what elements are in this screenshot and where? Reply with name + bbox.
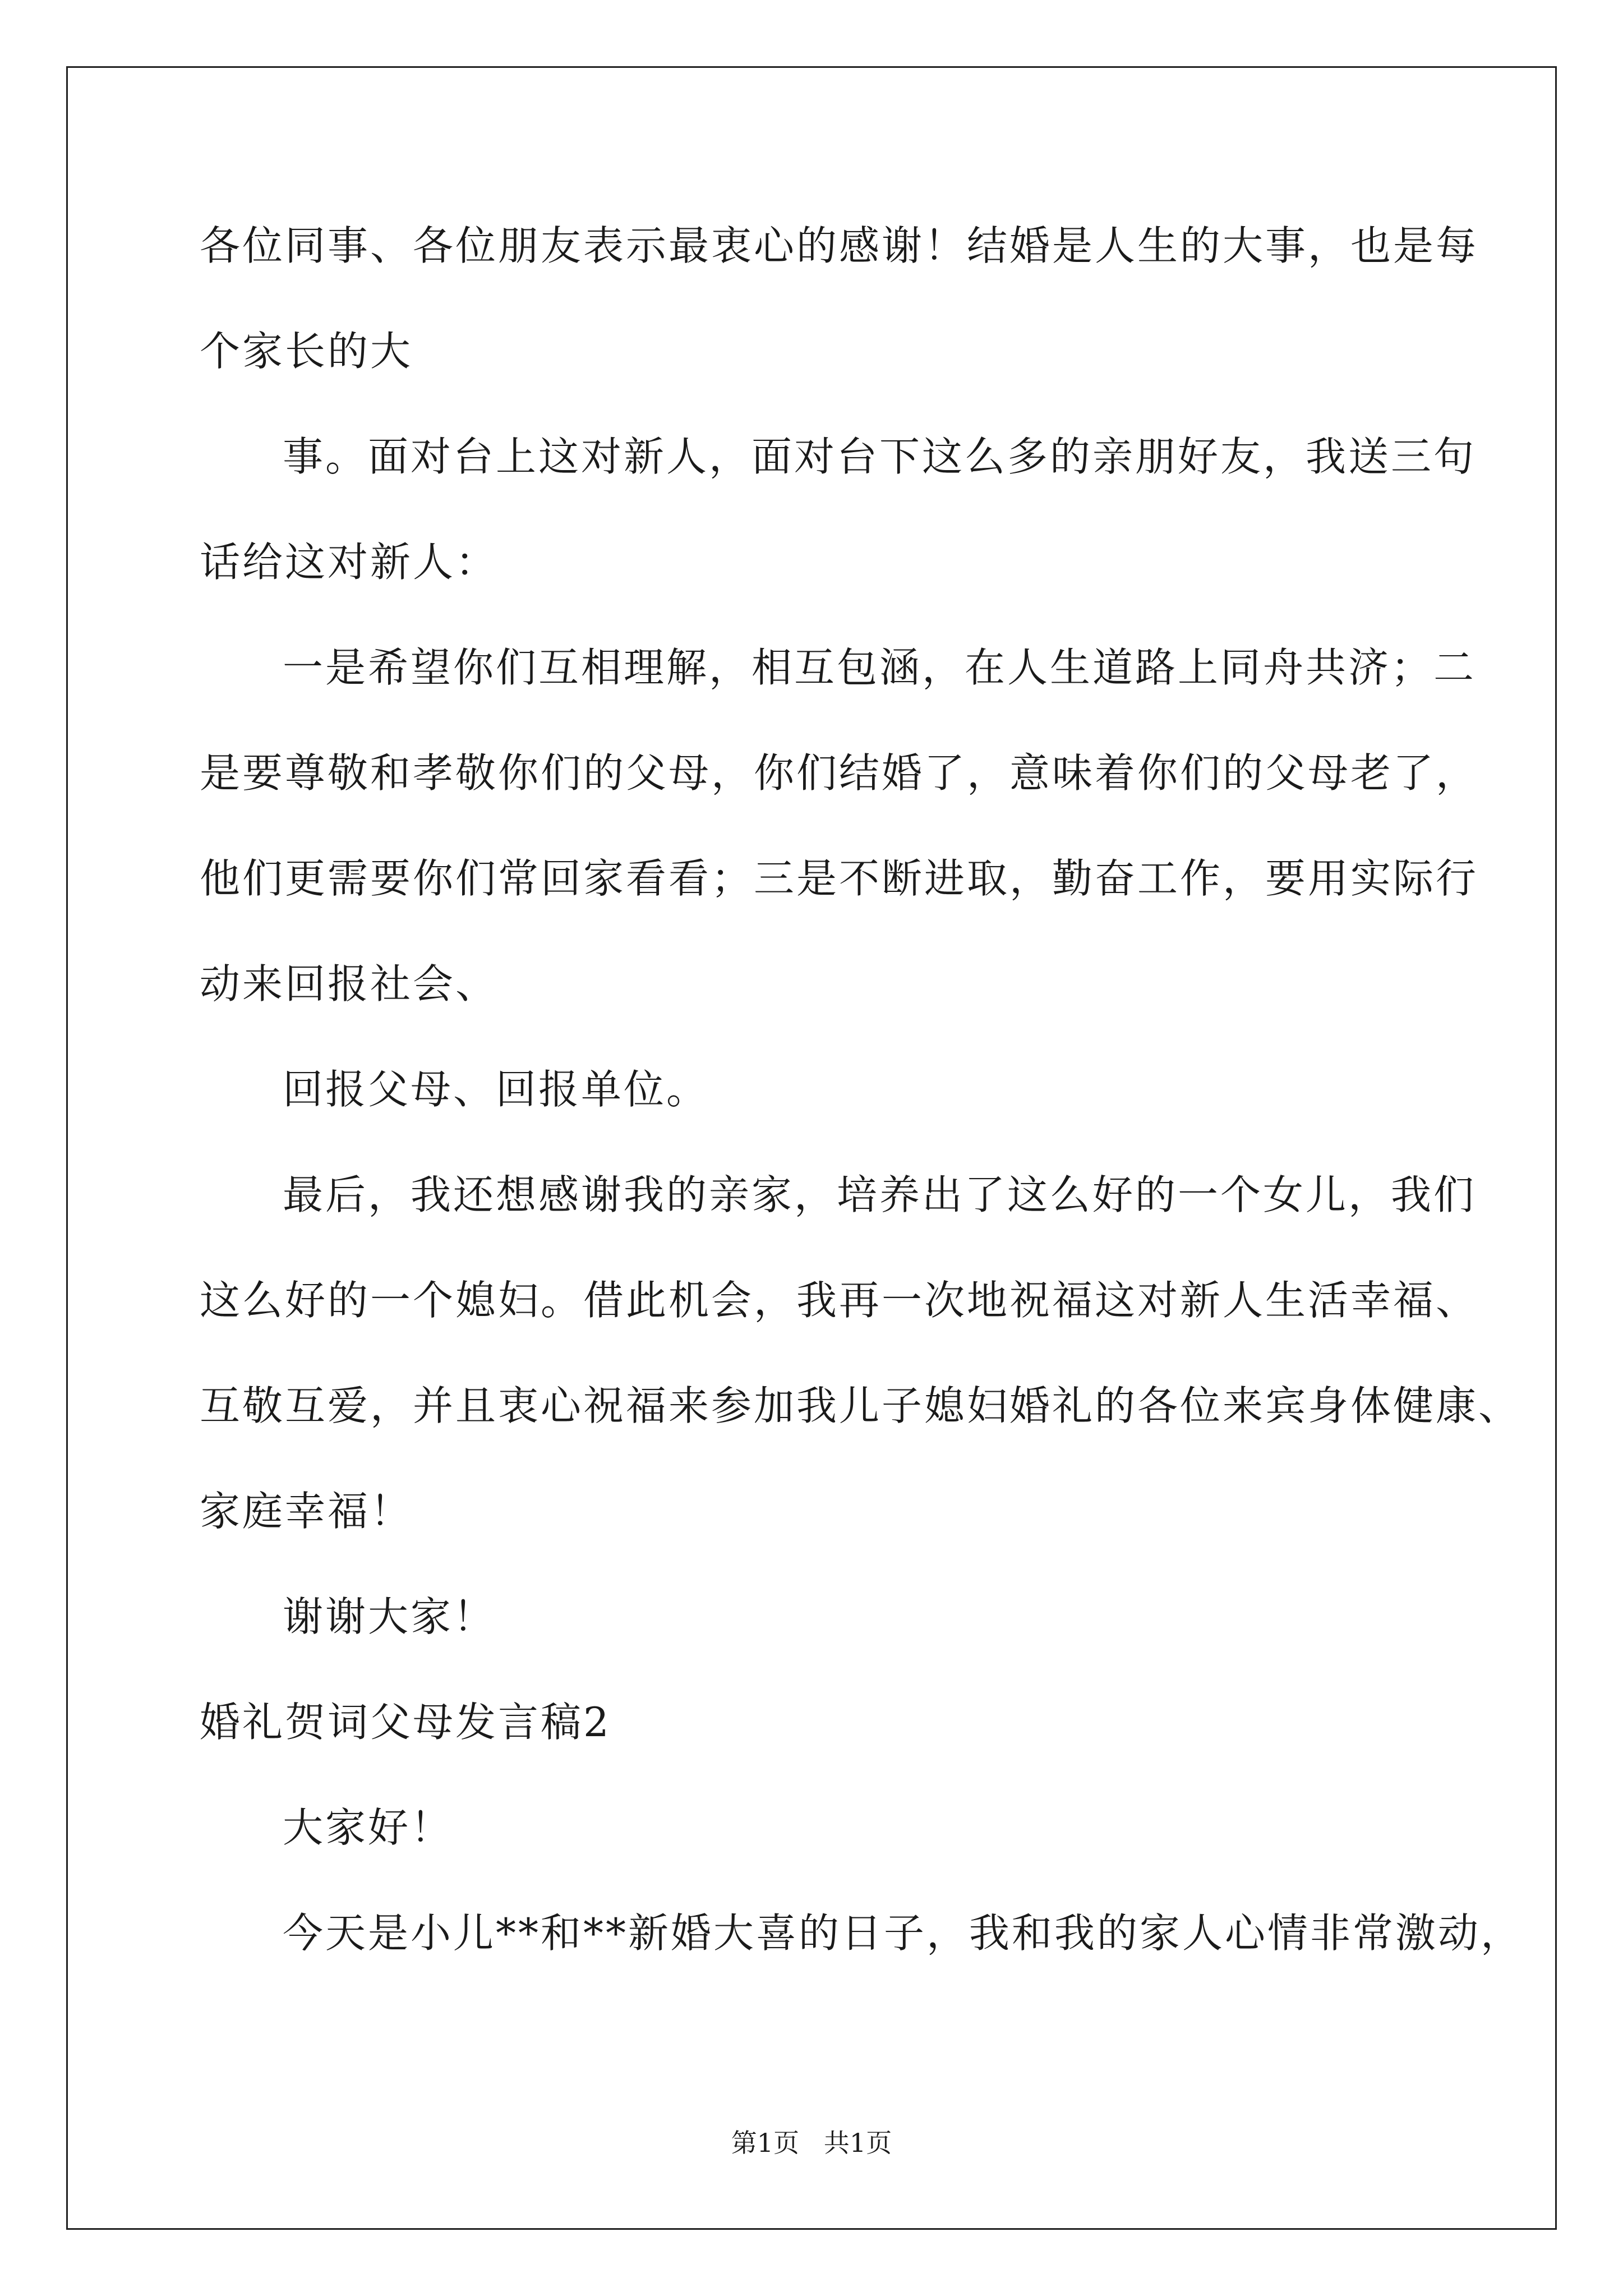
paragraph-line: 最后，我还想感谢我的亲家，培养出了这么好的一个女儿，我们 <box>283 1171 1477 1218</box>
paragraph-line: 各位同事、各位朋友表示最衷心的感谢！结婚是人生的大事，也是每 <box>200 222 1479 269</box>
paragraph-line: 话给这对新人： <box>200 539 499 586</box>
paragraph-line: 个家长的大 <box>200 328 413 375</box>
paragraph-line: 这么好的一个媳妇。借此机会，我再一次地祝福这对新人生活幸福、 <box>200 1277 1479 1324</box>
paragraph-line: 大家好！ <box>283 1804 454 1851</box>
page-border <box>66 66 1557 2230</box>
paragraph-line: 回报父母、回报单位。 <box>283 1066 709 1113</box>
paragraph-line: 一是希望你们互相理解，相互包涵，在人生道路上同舟共济；二 <box>283 644 1477 691</box>
paragraph-line: 今天是小儿**和**新婚大喜的日子，我和我的家人心情非常激动， <box>283 1910 1524 1957</box>
page-footer: 第1页 共1页 <box>731 2128 892 2158</box>
section-heading: 婚礼贺词父母发言稿2 <box>200 1699 611 1746</box>
paragraph-line: 是要尊敬和孝敬你们的父母，你们结婚了，意味着你们的父母老了， <box>200 749 1479 797</box>
paragraph-line: 互敬互爱，并且衷心祝福来参加我儿子媳妇婚礼的各位来宾身体健康、 <box>200 1382 1521 1429</box>
paragraph-line: 动来回报社会、 <box>200 960 499 1007</box>
paragraph-line: 家庭幸福！ <box>200 1488 413 1535</box>
paragraph-line: 谢谢大家！ <box>283 1593 496 1640</box>
paragraph-line: 事。面对台上这对新人，面对台下这么多的亲朋好友，我送三句 <box>283 433 1477 480</box>
paragraph-line: 他们更需要你们常回家看看；三是不断进取，勤奋工作，要用实际行 <box>200 855 1479 902</box>
